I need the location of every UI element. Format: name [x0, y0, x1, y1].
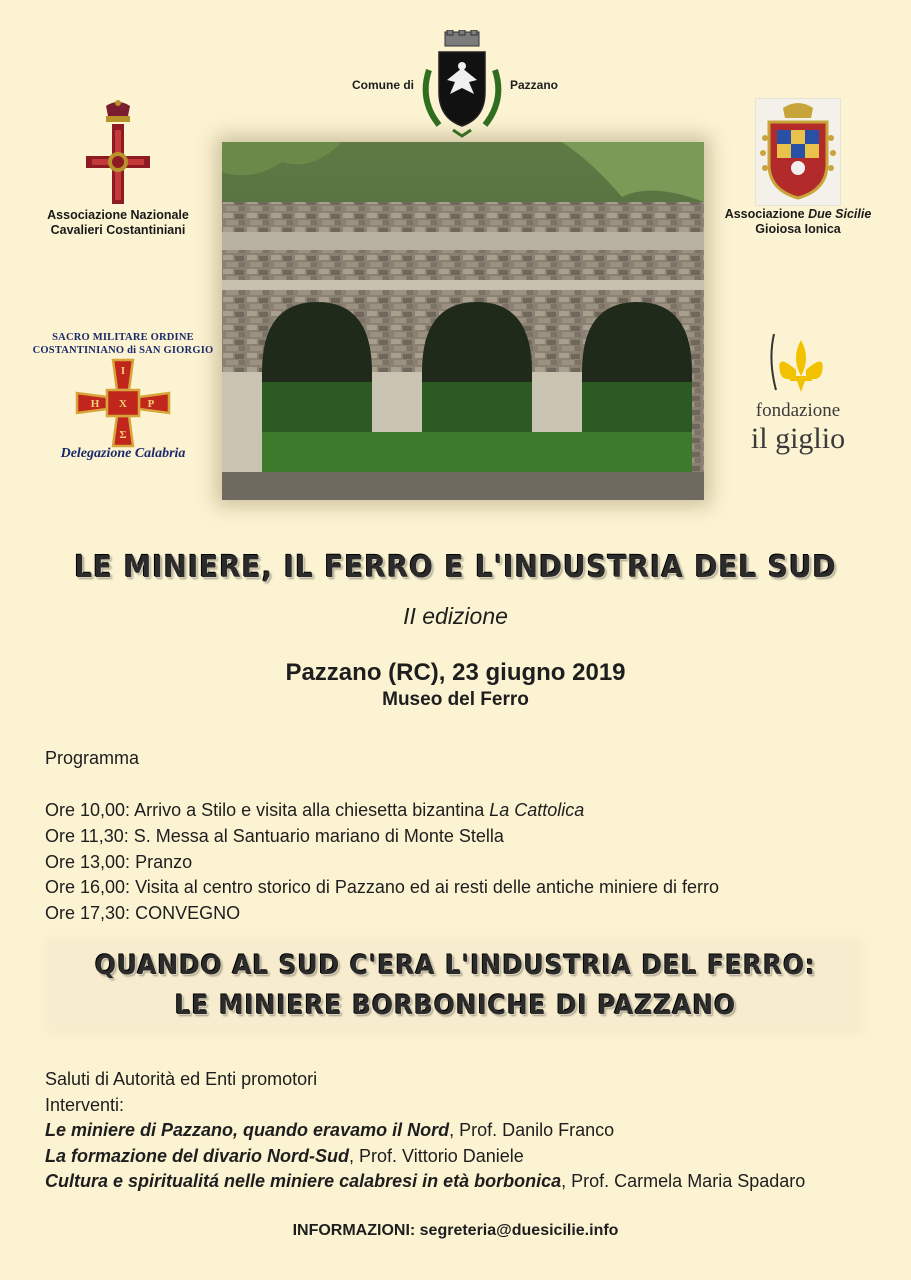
venue: Museo del Ferro [382, 689, 529, 710]
schedule-text: CONVEGNO [135, 903, 241, 924]
schedule-time: Ore 11,30: [45, 825, 129, 846]
fondazione-line1: fondazione [755, 400, 841, 421]
schedule-item [45, 798, 719, 824]
schedule-list [45, 798, 719, 927]
date-place: Pazzano (RC), 23 giugno 2019 [285, 659, 626, 686]
schedule-time: Ore 16,00: [45, 877, 131, 898]
schedule-time: Ore 13,00: [45, 851, 131, 872]
schedule-time: Ore 10,00: [45, 800, 131, 820]
right-association-prefix: Associazione [724, 207, 805, 221]
convegno-title-line2: LE MINIERE BORBONICHE DI PAZZANO [174, 990, 737, 1021]
schedule-item [45, 850, 719, 876]
schedule-time: Ore 17,30: [45, 903, 131, 924]
schedule-item [45, 875, 719, 901]
fountain-photo [222, 142, 704, 500]
talk-title: Cultura e spiritualitá nelle miniere calabresi in età borbonica [45, 1171, 562, 1191]
fleur-de-lis-icon [746, 330, 856, 465]
comune-crest-icon [417, 30, 507, 140]
cross-letter-top: I [120, 365, 126, 377]
talk-speaker: , Prof. Danilo Franco [449, 1120, 615, 1140]
interventi-label: Interventi: [45, 1094, 125, 1115]
right-association-line2: Gioiosa Ionica [755, 222, 841, 236]
convegno-title-line1: QUANDO AL SUD C'ERA L'INDUSTRIA DEL FERRO: [94, 950, 817, 981]
schedule-text: Arrivo a Stilo e visita alla chiesetta bizantina [134, 800, 490, 820]
left-association-line2: Cavalieri Costantiniani [50, 223, 186, 237]
schedule-item [45, 824, 719, 850]
order-cross-icon [75, 358, 171, 448]
info-contact: INFORMAZIONI: segreteria@duesicilie.info [292, 1222, 619, 1239]
constantinian-cross-icon [82, 100, 154, 210]
fondazione-logo [746, 330, 856, 465]
comune-name: Pazzano [510, 78, 559, 92]
talk-title: Le miniere di Pazzano, quando eravamo il Nord [45, 1120, 450, 1140]
right-association-label [710, 207, 886, 237]
schedule-item [45, 901, 719, 927]
talk-item [45, 1144, 805, 1170]
cross-letter-bottom: Σ [119, 429, 127, 441]
cross-letter-left: H [90, 398, 100, 410]
programma-label: Programma [45, 748, 140, 768]
schedule-text: Visita al centro storico di Pazzano ed ai resti delle antiche miniere di ferro [135, 877, 720, 898]
comune-prefix: Comune di [352, 78, 414, 92]
talk-item [45, 1169, 805, 1195]
order-title-line1: SACRO MILITARE ORDINE [52, 332, 194, 343]
edition: II edizione [403, 603, 508, 629]
talk-item [45, 1118, 805, 1144]
talk-speaker: , Prof. Vittorio Daniele [349, 1145, 524, 1166]
due-sicilie-coat-of-arms-icon [755, 98, 841, 206]
talk-speaker: , Prof. Carmela Maria Spadaro [561, 1171, 806, 1191]
right-association-italic: Due Sicilie [808, 207, 872, 221]
left-association-label [28, 208, 208, 238]
schedule-italic: La Cattolica [489, 800, 585, 820]
main-title: LE MINIERE, IL FERRO E L'INDUSTRIA DEL SUD [74, 550, 837, 585]
talk-title: La formazione del divario Nord-Sud [45, 1145, 350, 1166]
order-title [30, 331, 216, 357]
cross-letter-center: X [119, 398, 127, 410]
right-association-line1 [710, 207, 886, 222]
saluti-line: Saluti di Autorità ed Enti promotori [45, 1069, 318, 1089]
order-delegation: Delegazione Calabria [60, 446, 186, 461]
cross-letter-right: P [147, 398, 155, 410]
order-title-line2: COSTANTINIANO di SAN GIORGIO [32, 345, 214, 356]
interventi-block [45, 1067, 805, 1195]
left-association-line1: Associazione Nazionale [47, 208, 189, 222]
schedule-text: S. Messa al Santuario mariano di Monte Stella [133, 825, 504, 846]
fondazione-line2: il giglio [750, 422, 846, 455]
schedule-text: Pranzo [135, 851, 193, 872]
